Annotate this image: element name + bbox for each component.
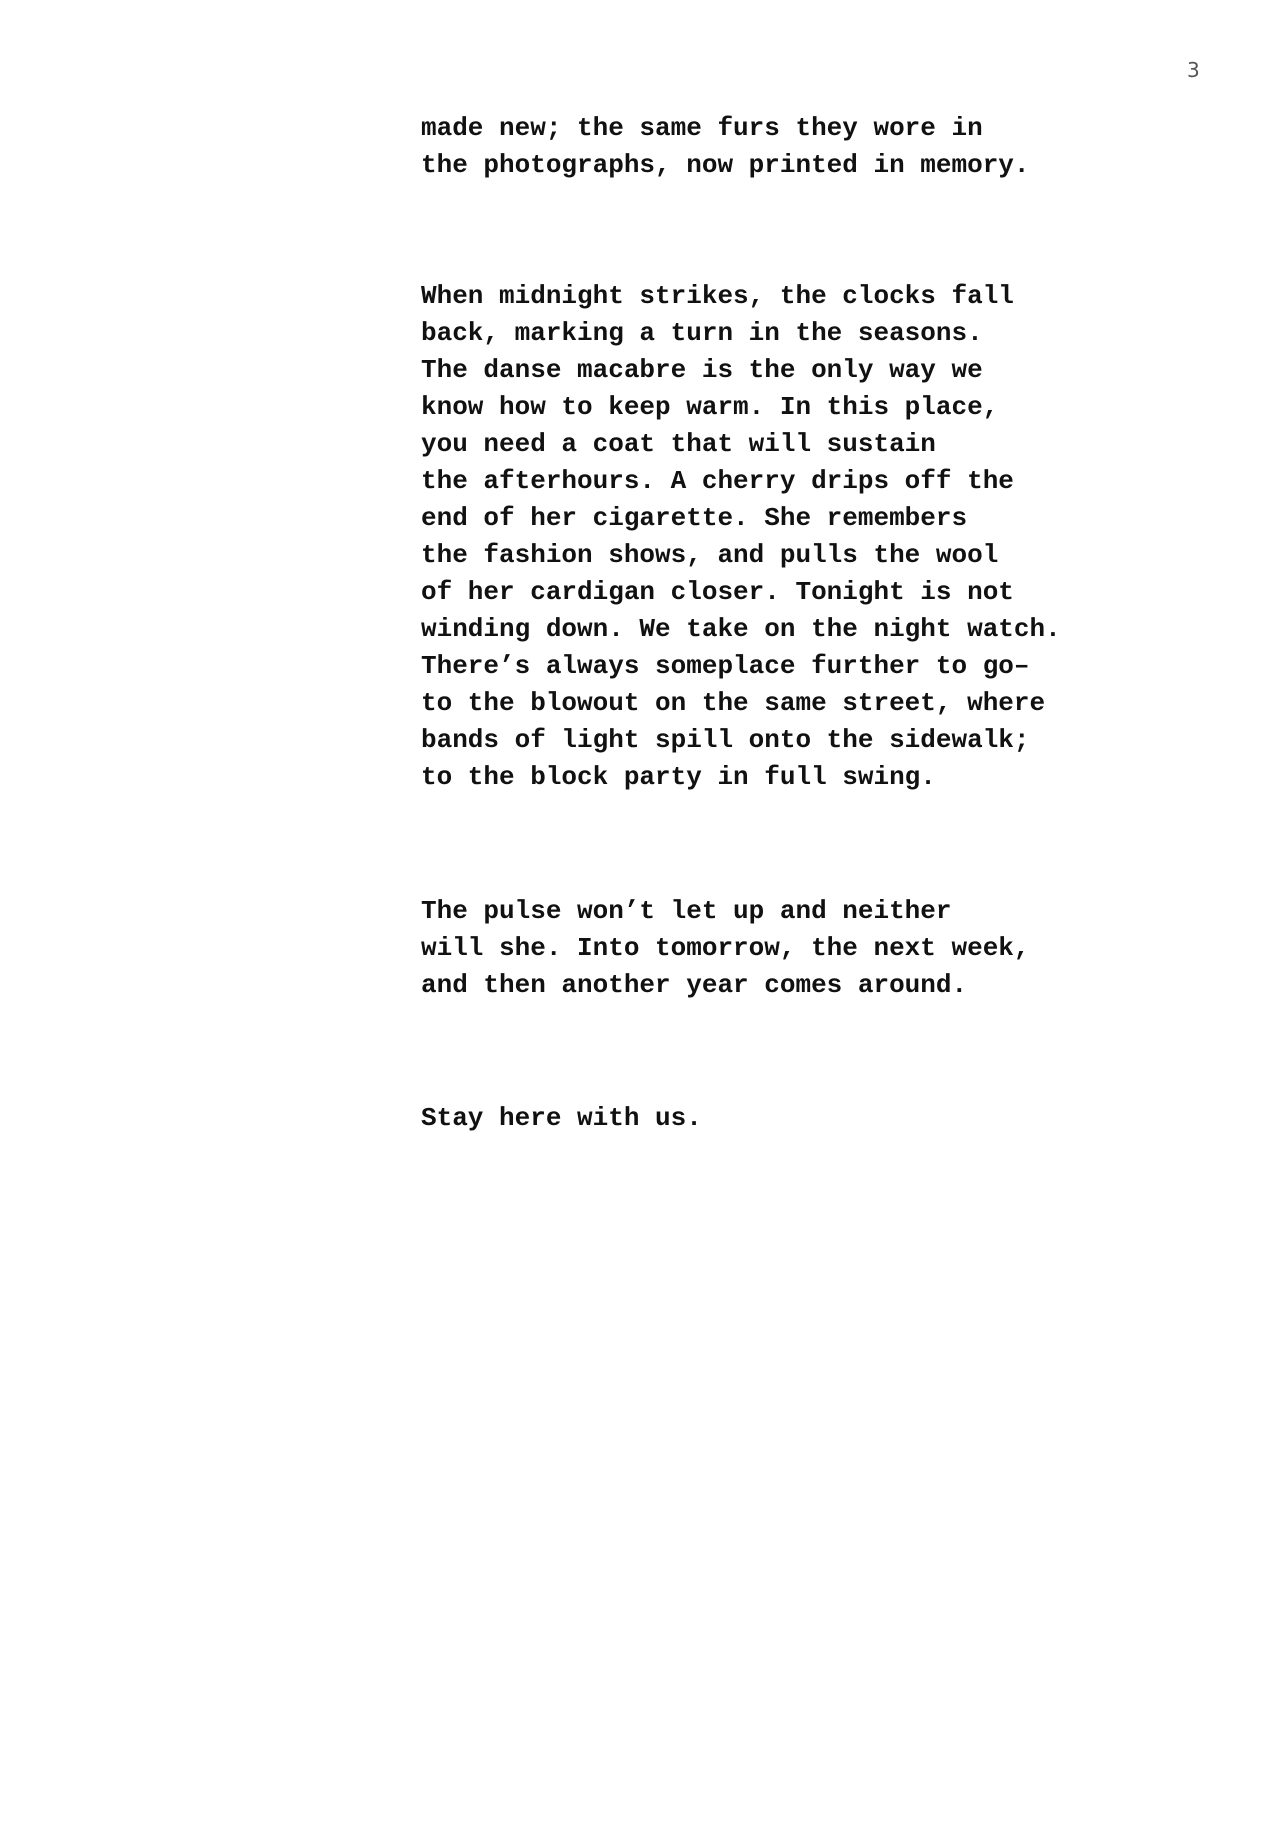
text-line: Stay here with us. [421,1103,702,1133]
text-line: winding down. We take on the night watch. [421,614,1061,644]
page-number: 3 [1187,58,1200,82]
text-line: bands of light spill onto the sidewalk; [421,725,1030,755]
text-line: you need a coat that will sustain [421,429,936,459]
text-line: There’s always someplace further to go– [421,651,1030,681]
text-line: When midnight strikes, the clocks fall [421,281,1014,311]
text-line: The pulse won’t let up and neither [421,896,952,926]
stanza-1 [421,110,1030,184]
stanza-4 [421,1100,702,1137]
text-line: of her cardigan closer. Tonight is not [421,577,1014,607]
text-line: and then another year comes around. [421,970,968,1000]
text-line: the photographs, now printed in memory. [421,150,1030,180]
text-line: the fashion shows, and pulls the wool [421,540,999,570]
text-line: to the blowout on the same street, where [421,688,1046,718]
text-line: The danse macabre is the only way we [421,355,983,385]
text-line: know how to keep warm. In this place, [421,392,999,422]
stanza-3 [421,893,1030,1004]
text-line: made new; the same furs they wore in [421,113,983,143]
text-line: will she. Into tomorrow, the next week, [421,933,1030,963]
text-line: end of her cigarette. She remembers [421,503,968,533]
text-line: back, marking a turn in the seasons. [421,318,983,348]
stanza-2 [421,278,1061,796]
text-line: to the block party in full swing. [421,762,936,792]
text-line: the afterhours. A cherry drips off the [421,466,1014,496]
